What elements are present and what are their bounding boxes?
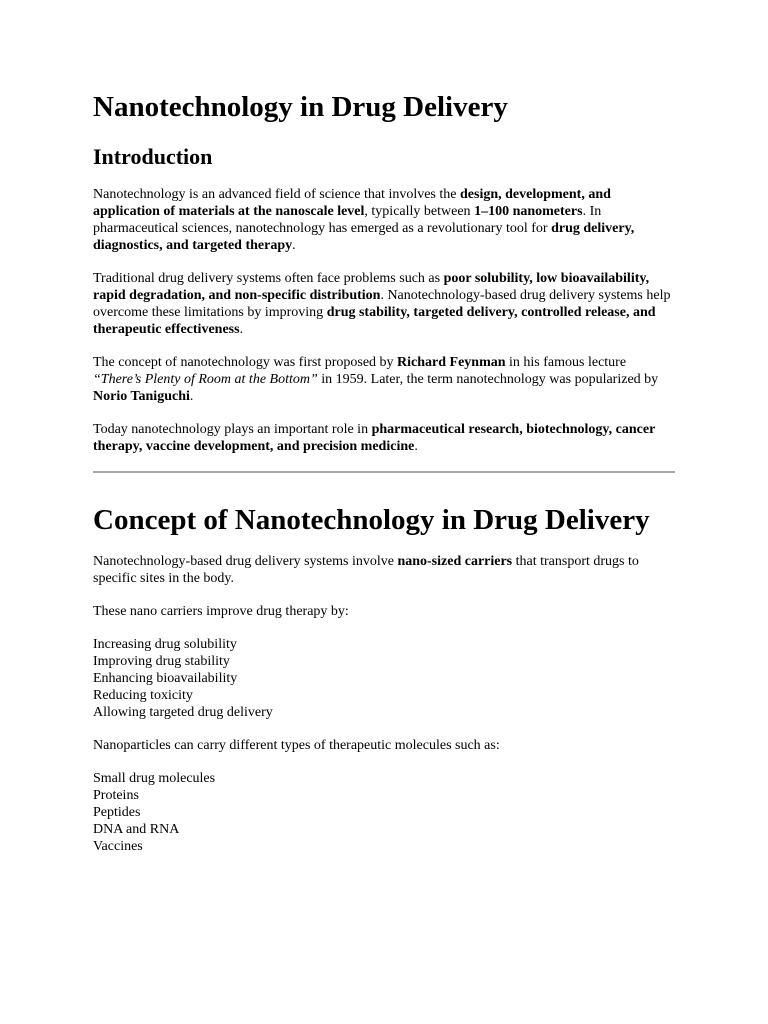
italic-run: “There’s Plenty of Room at the Bottom” — [93, 372, 318, 387]
list-item: Improving drug stability — [93, 654, 230, 669]
text-run: . — [414, 439, 418, 454]
bold-run: drug delivery, diagnostics, and targeted therapy — [93, 221, 635, 253]
bold-run: design, development, and application of materials at the nanoscale level — [93, 187, 611, 219]
text-run: . Nanotechnology-based drug delivery systems help overcome these limitations by improving — [93, 288, 671, 320]
bold-run: Norio Taniguchi — [93, 389, 190, 404]
text-run: . — [189, 389, 194, 404]
intro-paragraph-4 — [93, 421, 675, 455]
text-run: . In pharmaceutical sciences, nanotechnology has emerged as a revolutionary tool for — [93, 204, 602, 236]
section-divider — [93, 471, 675, 473]
list-item: Enhancing bioavailability — [93, 671, 238, 686]
concept-paragraph-3: Nanoparticles can carry different types of therapeutic molecules such as: — [93, 738, 500, 753]
list-item: DNA and RNA — [93, 822, 180, 837]
list-item: Increasing drug solubility — [93, 637, 237, 652]
improvements-list — [93, 636, 675, 721]
bold-run: poor solubility, low bioavailability, rapid degradation, and non-specific distribution — [93, 271, 650, 303]
page-title: Nanotechnology in Drug Delivery — [93, 91, 508, 123]
text-run: Nanotechnology is an advanced field of science that involves the — [93, 187, 460, 202]
section-heading-concept: Concept of Nanotechnology in Drug Delivery — [93, 504, 650, 536]
document-page — [93, 84, 675, 855]
intro-paragraph-1 — [93, 186, 675, 254]
section-heading-introduction: Introduction — [93, 144, 213, 169]
bold-run: drug stability, targeted delivery, controlled release, and therapeutic effectiveness — [93, 305, 656, 337]
text-run: Today nanotechnology plays an important role in — [93, 422, 372, 437]
list-item: Allowing targeted drug delivery — [93, 705, 273, 720]
text-run: Traditional drug delivery systems often face problems such as — [93, 271, 444, 286]
list-item: Small drug molecules — [93, 771, 216, 786]
list-item: Peptides — [93, 805, 141, 820]
bold-run: pharmaceutical research, biotechnology, cancer therapy, vaccine development, and precision medicine — [93, 422, 656, 454]
concept-paragraph-2: These nano carriers improve drug therapy by: — [93, 604, 349, 619]
list-item: Reducing toxicity — [93, 688, 193, 703]
bold-run: Richard Feynman — [397, 355, 506, 370]
concept-paragraph-1 — [93, 553, 675, 587]
text-run: . — [292, 238, 296, 253]
text-run: in 1959. Later, the term nanotechnology was popularized by — [317, 372, 659, 387]
molecules-list — [93, 770, 675, 855]
text-run: Nanotechnology-based drug delivery systems involve — [93, 554, 398, 569]
text-run: The concept of nanotechnology was first proposed by — [93, 355, 398, 370]
bold-run: 1–100 nanometers — [474, 204, 583, 219]
text-run: , typically between — [364, 204, 475, 219]
text-run: . — [239, 322, 244, 337]
intro-paragraph-2 — [93, 270, 675, 338]
text-run: that transport drugs to specific sites in the body. — [93, 554, 639, 586]
intro-paragraph-3 — [93, 354, 675, 405]
list-item: Vaccines — [93, 839, 143, 854]
list-item: Proteins — [93, 788, 139, 803]
bold-run: nano-sized carriers — [397, 554, 513, 569]
text-run: in his famous lecture — [505, 355, 627, 370]
